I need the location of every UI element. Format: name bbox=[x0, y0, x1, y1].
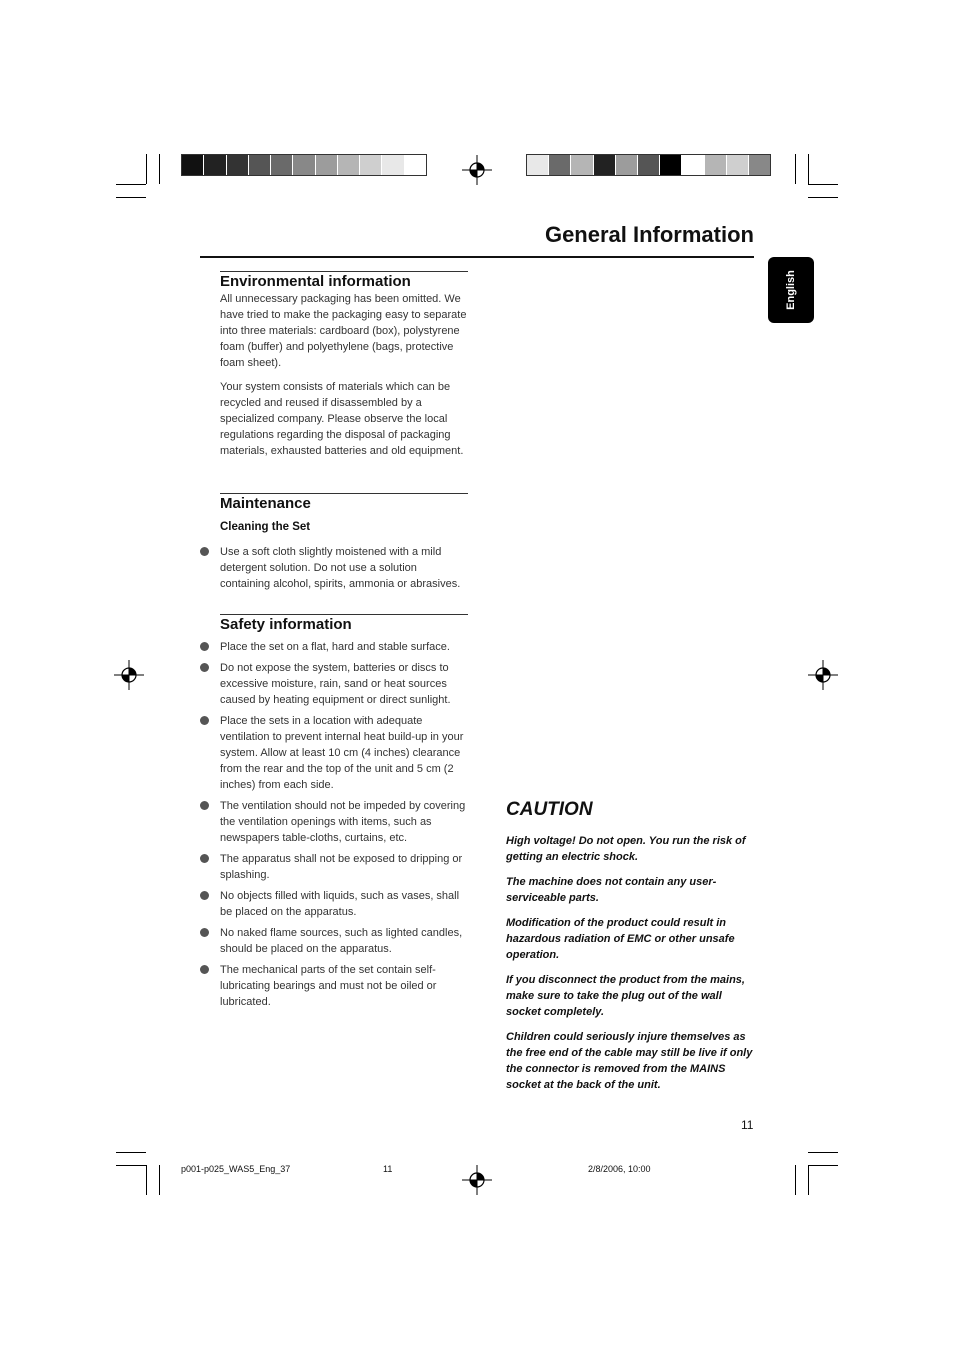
language-tab-label: English bbox=[785, 270, 797, 310]
safety-heading: Safety information bbox=[220, 614, 468, 633]
caution-paragraph: High voltage! Do not open. You run the risk of getting an electric shock. bbox=[506, 835, 746, 863]
bullet-icon bbox=[200, 547, 209, 556]
list-item: Place the set on a flat, hard and stable surface. bbox=[200, 639, 468, 655]
bullet-icon bbox=[200, 663, 209, 672]
color-swatch bbox=[616, 155, 638, 175]
language-tab bbox=[768, 257, 814, 323]
color-swatch bbox=[204, 155, 226, 175]
color-swatch bbox=[182, 155, 204, 175]
crop-mark bbox=[146, 154, 147, 184]
registration-mark-icon bbox=[462, 1165, 492, 1195]
color-swatch bbox=[271, 155, 293, 175]
environmental-body bbox=[220, 291, 468, 467]
maintenance-heading: Maintenance bbox=[220, 493, 468, 512]
bullet-icon bbox=[200, 801, 209, 810]
footer-datetime: 2/8/2006, 10:00 bbox=[588, 1164, 651, 1174]
crop-mark bbox=[795, 1165, 796, 1195]
color-calibration-strip-right bbox=[526, 154, 771, 176]
list-item: No objects filled with liquids, such as vases, shall be placed on the apparatus. bbox=[200, 888, 468, 920]
crop-mark bbox=[116, 197, 146, 198]
color-swatch bbox=[227, 155, 249, 175]
list-item: The mechanical parts of the set contain self-lubricating bearings and must not be oiled or lubricated. bbox=[200, 962, 468, 1010]
color-swatch bbox=[293, 155, 315, 175]
list-item: Place the sets in a location with adequate ventilation to prevent internal heat build-up in your system. Allow at least 10 cm (4 inches) clearance from the rear and the top of the unit and 5 cm (2 inches) from each side. bbox=[200, 713, 468, 793]
bullet-icon bbox=[200, 716, 209, 725]
environmental-paragraph: All unnecessary packaging has been omitted. We have tried to make the packaging easy to separate into three materials: cardboard (box), polystyrene foam (buffer) and polyethylene (bags, protective foam sheet). bbox=[220, 293, 467, 369]
list-item: Use a soft cloth slightly moistened with a mild detergent solution. Do not use a solution containing alcohol, spirits, ammonia or abrasives. bbox=[200, 544, 468, 592]
registration-mark-icon bbox=[808, 660, 838, 690]
color-swatch bbox=[549, 155, 571, 175]
color-swatch bbox=[382, 155, 404, 175]
caution-paragraph: The machine does not contain any user-serviceable parts. bbox=[506, 876, 717, 904]
bullet-icon bbox=[200, 965, 209, 974]
bullet-icon bbox=[200, 928, 209, 937]
environmental-paragraph: Your system consists of materials which can be recycled and reused if disassembled by a specialized company. Please observe the local regulations regarding the disposal of packaging materials, exhausted batteries and old equipment. bbox=[220, 381, 464, 457]
page-title: General Information bbox=[544, 222, 754, 247]
bullet-icon bbox=[200, 642, 209, 651]
crop-mark bbox=[808, 1165, 809, 1195]
color-swatch bbox=[405, 155, 426, 175]
maintenance-subheading: Cleaning the Set bbox=[220, 521, 311, 533]
crop-mark bbox=[808, 154, 809, 184]
crop-mark bbox=[808, 197, 838, 198]
crop-mark bbox=[808, 1152, 838, 1153]
caution-paragraph: If you disconnect the product from the mains, make sure to take the plug out of the wall socket completely. bbox=[506, 974, 745, 1018]
color-swatch bbox=[360, 155, 382, 175]
caution-paragraph: Children could seriously injure themselves as the free end of the cable may still be live if only the connector is removed from the MAINS socket at the back of the unit. bbox=[506, 1031, 753, 1091]
color-calibration-strip-left bbox=[181, 154, 427, 176]
color-swatch bbox=[249, 155, 271, 175]
maintenance-list bbox=[200, 544, 468, 597]
crop-mark bbox=[116, 184, 146, 185]
color-swatch bbox=[660, 155, 682, 175]
title-rule bbox=[200, 256, 754, 258]
footer-file-name: p001-p025_WAS5_Eng_37 bbox=[181, 1164, 291, 1174]
page-number: 11 bbox=[741, 1118, 754, 1132]
registration-mark-icon bbox=[114, 660, 144, 690]
bullet-icon bbox=[200, 891, 209, 900]
color-swatch bbox=[338, 155, 360, 175]
caution-body bbox=[506, 833, 754, 1102]
crop-mark bbox=[116, 1165, 146, 1166]
footer-page: 11 bbox=[383, 1164, 393, 1174]
crop-mark bbox=[808, 184, 838, 185]
list-item: No naked flame sources, such as lighted candles, should be placed on the apparatus. bbox=[200, 925, 468, 957]
crop-mark bbox=[116, 1152, 146, 1153]
crop-mark bbox=[795, 154, 796, 184]
list-item: Do not expose the system, batteries or discs to excessive moisture, rain, sand or heat sources caused by heating equipment or direct sunlight. bbox=[200, 660, 468, 708]
crop-mark bbox=[808, 1165, 838, 1166]
bullet-icon bbox=[200, 854, 209, 863]
color-swatch bbox=[682, 155, 704, 175]
registration-mark-icon bbox=[462, 155, 492, 185]
color-swatch bbox=[705, 155, 727, 175]
color-swatch bbox=[749, 155, 770, 175]
safety-list bbox=[200, 639, 468, 1015]
color-swatch bbox=[594, 155, 616, 175]
color-swatch bbox=[638, 155, 660, 175]
crop-mark bbox=[146, 1165, 147, 1195]
environmental-heading: Environmental information bbox=[220, 271, 468, 290]
color-swatch bbox=[571, 155, 593, 175]
crop-mark bbox=[159, 154, 160, 184]
list-item: The apparatus shall not be exposed to dripping or splashing. bbox=[200, 851, 468, 883]
color-swatch bbox=[527, 155, 549, 175]
crop-mark bbox=[159, 1165, 160, 1195]
caution-title: CAUTION bbox=[506, 799, 593, 820]
color-swatch bbox=[316, 155, 338, 175]
caution-paragraph: Modification of the product could result in hazardous radiation of EMC or other unsafe operation. bbox=[506, 917, 735, 961]
color-swatch bbox=[727, 155, 749, 175]
list-item: The ventilation should not be impeded by covering the ventilation openings with items, such as newspapers table-cloths, curtains, etc. bbox=[200, 798, 468, 846]
